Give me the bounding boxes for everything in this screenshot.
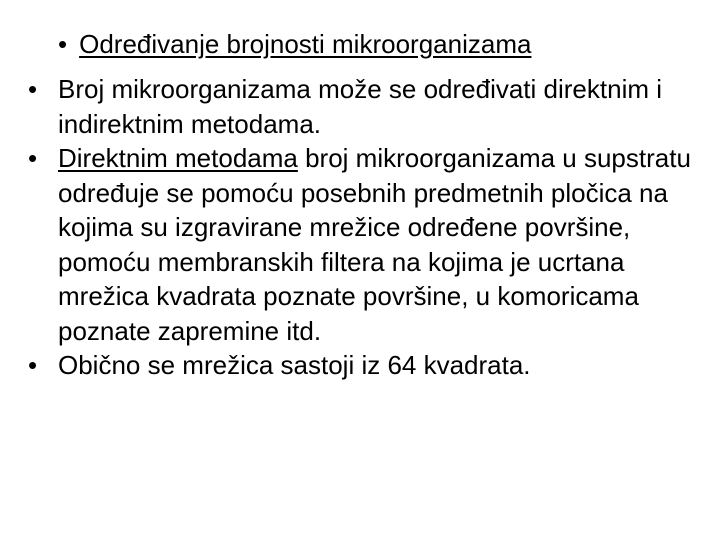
bullet-icon: • [28, 74, 38, 104]
bullet-list [28, 72, 708, 383]
list-item [28, 141, 708, 348]
list-item [28, 72, 708, 141]
bullet-text: Broj mikroorganizama može se određivati direktnim i indirektnim metodama. [58, 74, 663, 139]
bullet-icon: • [28, 350, 38, 380]
underlined-term: Direktnim metodama [58, 143, 298, 173]
heading-text: Određivanje brojnosti mikroorganizama [79, 29, 532, 59]
bullet-icon: • [58, 29, 68, 59]
bullet-icon: • [28, 143, 38, 173]
bullet-text: broj mikroorganizama u supstratu određuje se pomoću posebnih predmetnih pločica na kojima su izgravirane mrežice određene površine, pomoću membranskih filtera na kojima je ucrtana mrežica kvadrata poznate površine, u komoricama poznate zapremine itd. [58, 143, 691, 346]
bullet-text: Obično se mrežica sastoji iz 64 kvadrata. [58, 350, 531, 380]
list-item [28, 348, 708, 383]
slide-heading [58, 26, 531, 62]
